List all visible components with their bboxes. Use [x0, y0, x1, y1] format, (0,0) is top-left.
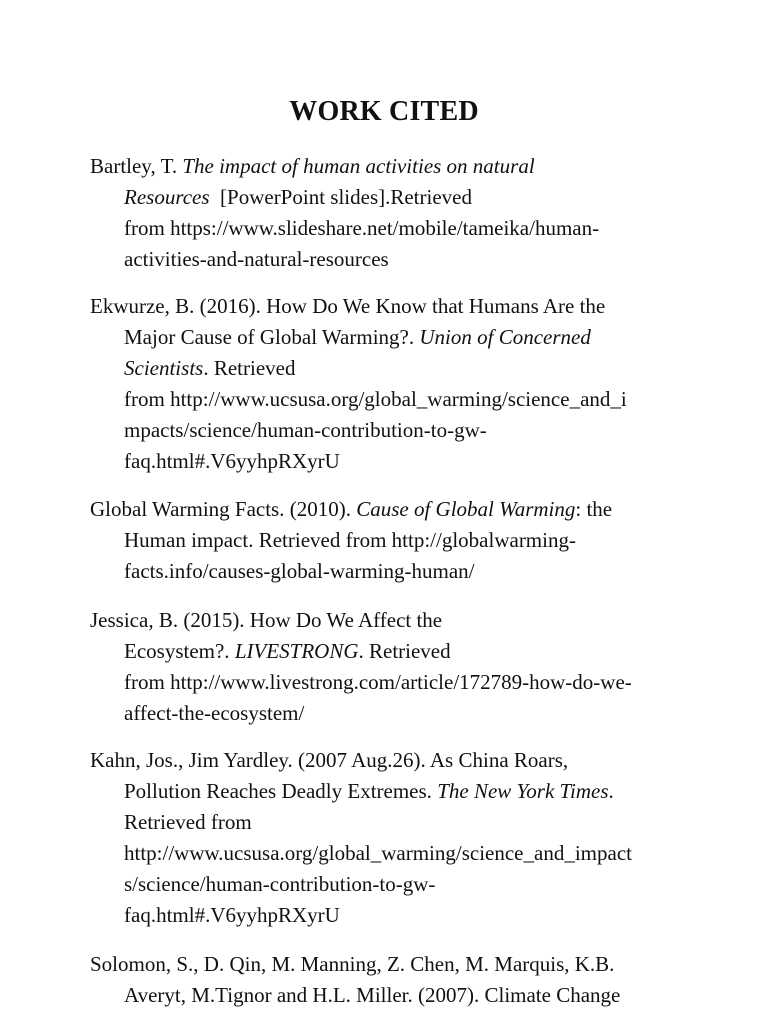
- citation-line: [90, 900, 690, 931]
- citation-line: [90, 182, 690, 213]
- citation-title-italic: Cause of Global Warming: [356, 497, 576, 521]
- citation-line: [90, 384, 690, 415]
- citation-text: Kahn, Jos., Jim Yardley. (2007 Aug.26). As China Roars,: [90, 748, 569, 772]
- citation-entry-solomon: [90, 949, 690, 1011]
- citation-text: Major Cause of Global Warming?.: [124, 325, 420, 349]
- citation-title-italic: Union of Concerned: [419, 325, 591, 349]
- citation-line: [90, 636, 690, 667]
- citation-line: [90, 838, 690, 869]
- citation-url: from https://www.slideshare.net/mobile/tameika/human-: [124, 216, 600, 240]
- citation-text: Retrieved from: [124, 810, 252, 834]
- citation-line: [90, 415, 690, 446]
- citation-url: facts.info/causes-global-warming-human/: [124, 559, 475, 583]
- citation-line: [90, 776, 690, 807]
- citation-line: [90, 151, 690, 182]
- citation-text: : the: [575, 497, 613, 521]
- citation-url: from http://www.livestrong.com/article/172789-how-do-we-: [124, 670, 632, 694]
- citation-text: Ecosystem?.: [124, 639, 235, 663]
- citation-line: [90, 213, 690, 244]
- citation-title-italic: LIVESTRONG: [234, 639, 359, 663]
- citation-line: [90, 698, 690, 729]
- citation-text: .: [608, 779, 614, 803]
- citation-url: faq.html#.V6yyhpRXyrU: [124, 449, 340, 473]
- citation-line: [90, 605, 690, 636]
- citation-line: [90, 525, 690, 556]
- citation-text: Global Warming Facts. (2010).: [90, 497, 357, 521]
- citation-line: [90, 949, 690, 980]
- citation-line: [90, 807, 690, 838]
- citation-text: Pollution Reaches Deadly Extremes.: [124, 779, 438, 803]
- citation-text: Solomon, S., D. Qin, M. Manning, Z. Chen, M. Marquis, K.B.: [90, 952, 615, 976]
- page-title: WORK CITED: [289, 96, 479, 127]
- citation-title-italic: The New York Times: [437, 779, 609, 803]
- citation-entry-ekwurze: [90, 291, 690, 477]
- citation-url: faq.html#.V6yyhpRXyrU: [124, 903, 340, 927]
- citation-text: Jessica, B. (2015). How Do We Affect the: [90, 608, 443, 632]
- citation-line: [90, 556, 690, 587]
- citation-text: Ekwurze, B. (2016). How Do We Know that Humans Are the: [90, 294, 606, 318]
- citation-line: [90, 745, 690, 776]
- citation-line: [90, 869, 690, 900]
- citation-url: mpacts/science/human-contribution-to-gw-: [124, 418, 487, 442]
- citation-text: Human impact. Retrieved from http://globalwarming-: [124, 528, 576, 552]
- citation-line: [90, 667, 690, 698]
- citation-title-italic: Resources: [124, 185, 210, 209]
- citation-entry-bartley: [90, 151, 690, 275]
- citation-entry-kahn: [90, 745, 690, 931]
- citation-text: [PowerPoint slides].Retrieved: [209, 185, 472, 209]
- citation-text: Bartley, T.: [90, 154, 183, 178]
- citation-entry-global-warming-facts: [90, 494, 690, 587]
- citation-line: [90, 980, 690, 1011]
- citation-url: from http://www.ucsusa.org/global_warming/science_and_i: [124, 387, 627, 411]
- citation-entry-jessica: [90, 605, 690, 729]
- citation-line: [90, 244, 690, 275]
- citation-line: [90, 322, 690, 353]
- citation-text: . Retrieved: [203, 356, 296, 380]
- citation-line: [90, 494, 690, 525]
- citation-title-italic: Scientists: [124, 356, 204, 380]
- citation-text: . Retrieved: [358, 639, 451, 663]
- citation-url: activities-and-natural-resources: [124, 247, 389, 271]
- citation-url: affect-the-ecosystem/: [124, 701, 305, 725]
- citation-line: [90, 291, 690, 322]
- citation-title-italic: The impact of human activities on natural: [182, 154, 535, 178]
- citation-url: s/science/human-contribution-to-gw-: [124, 872, 436, 896]
- citation-line: [90, 353, 690, 384]
- citation-url: http://www.ucsusa.org/global_warming/science_and_impact: [124, 841, 632, 865]
- citation-text: Averyt, M.Tignor and H.L. Miller. (2007). Climate Change: [124, 983, 621, 1007]
- citation-line: [90, 446, 690, 477]
